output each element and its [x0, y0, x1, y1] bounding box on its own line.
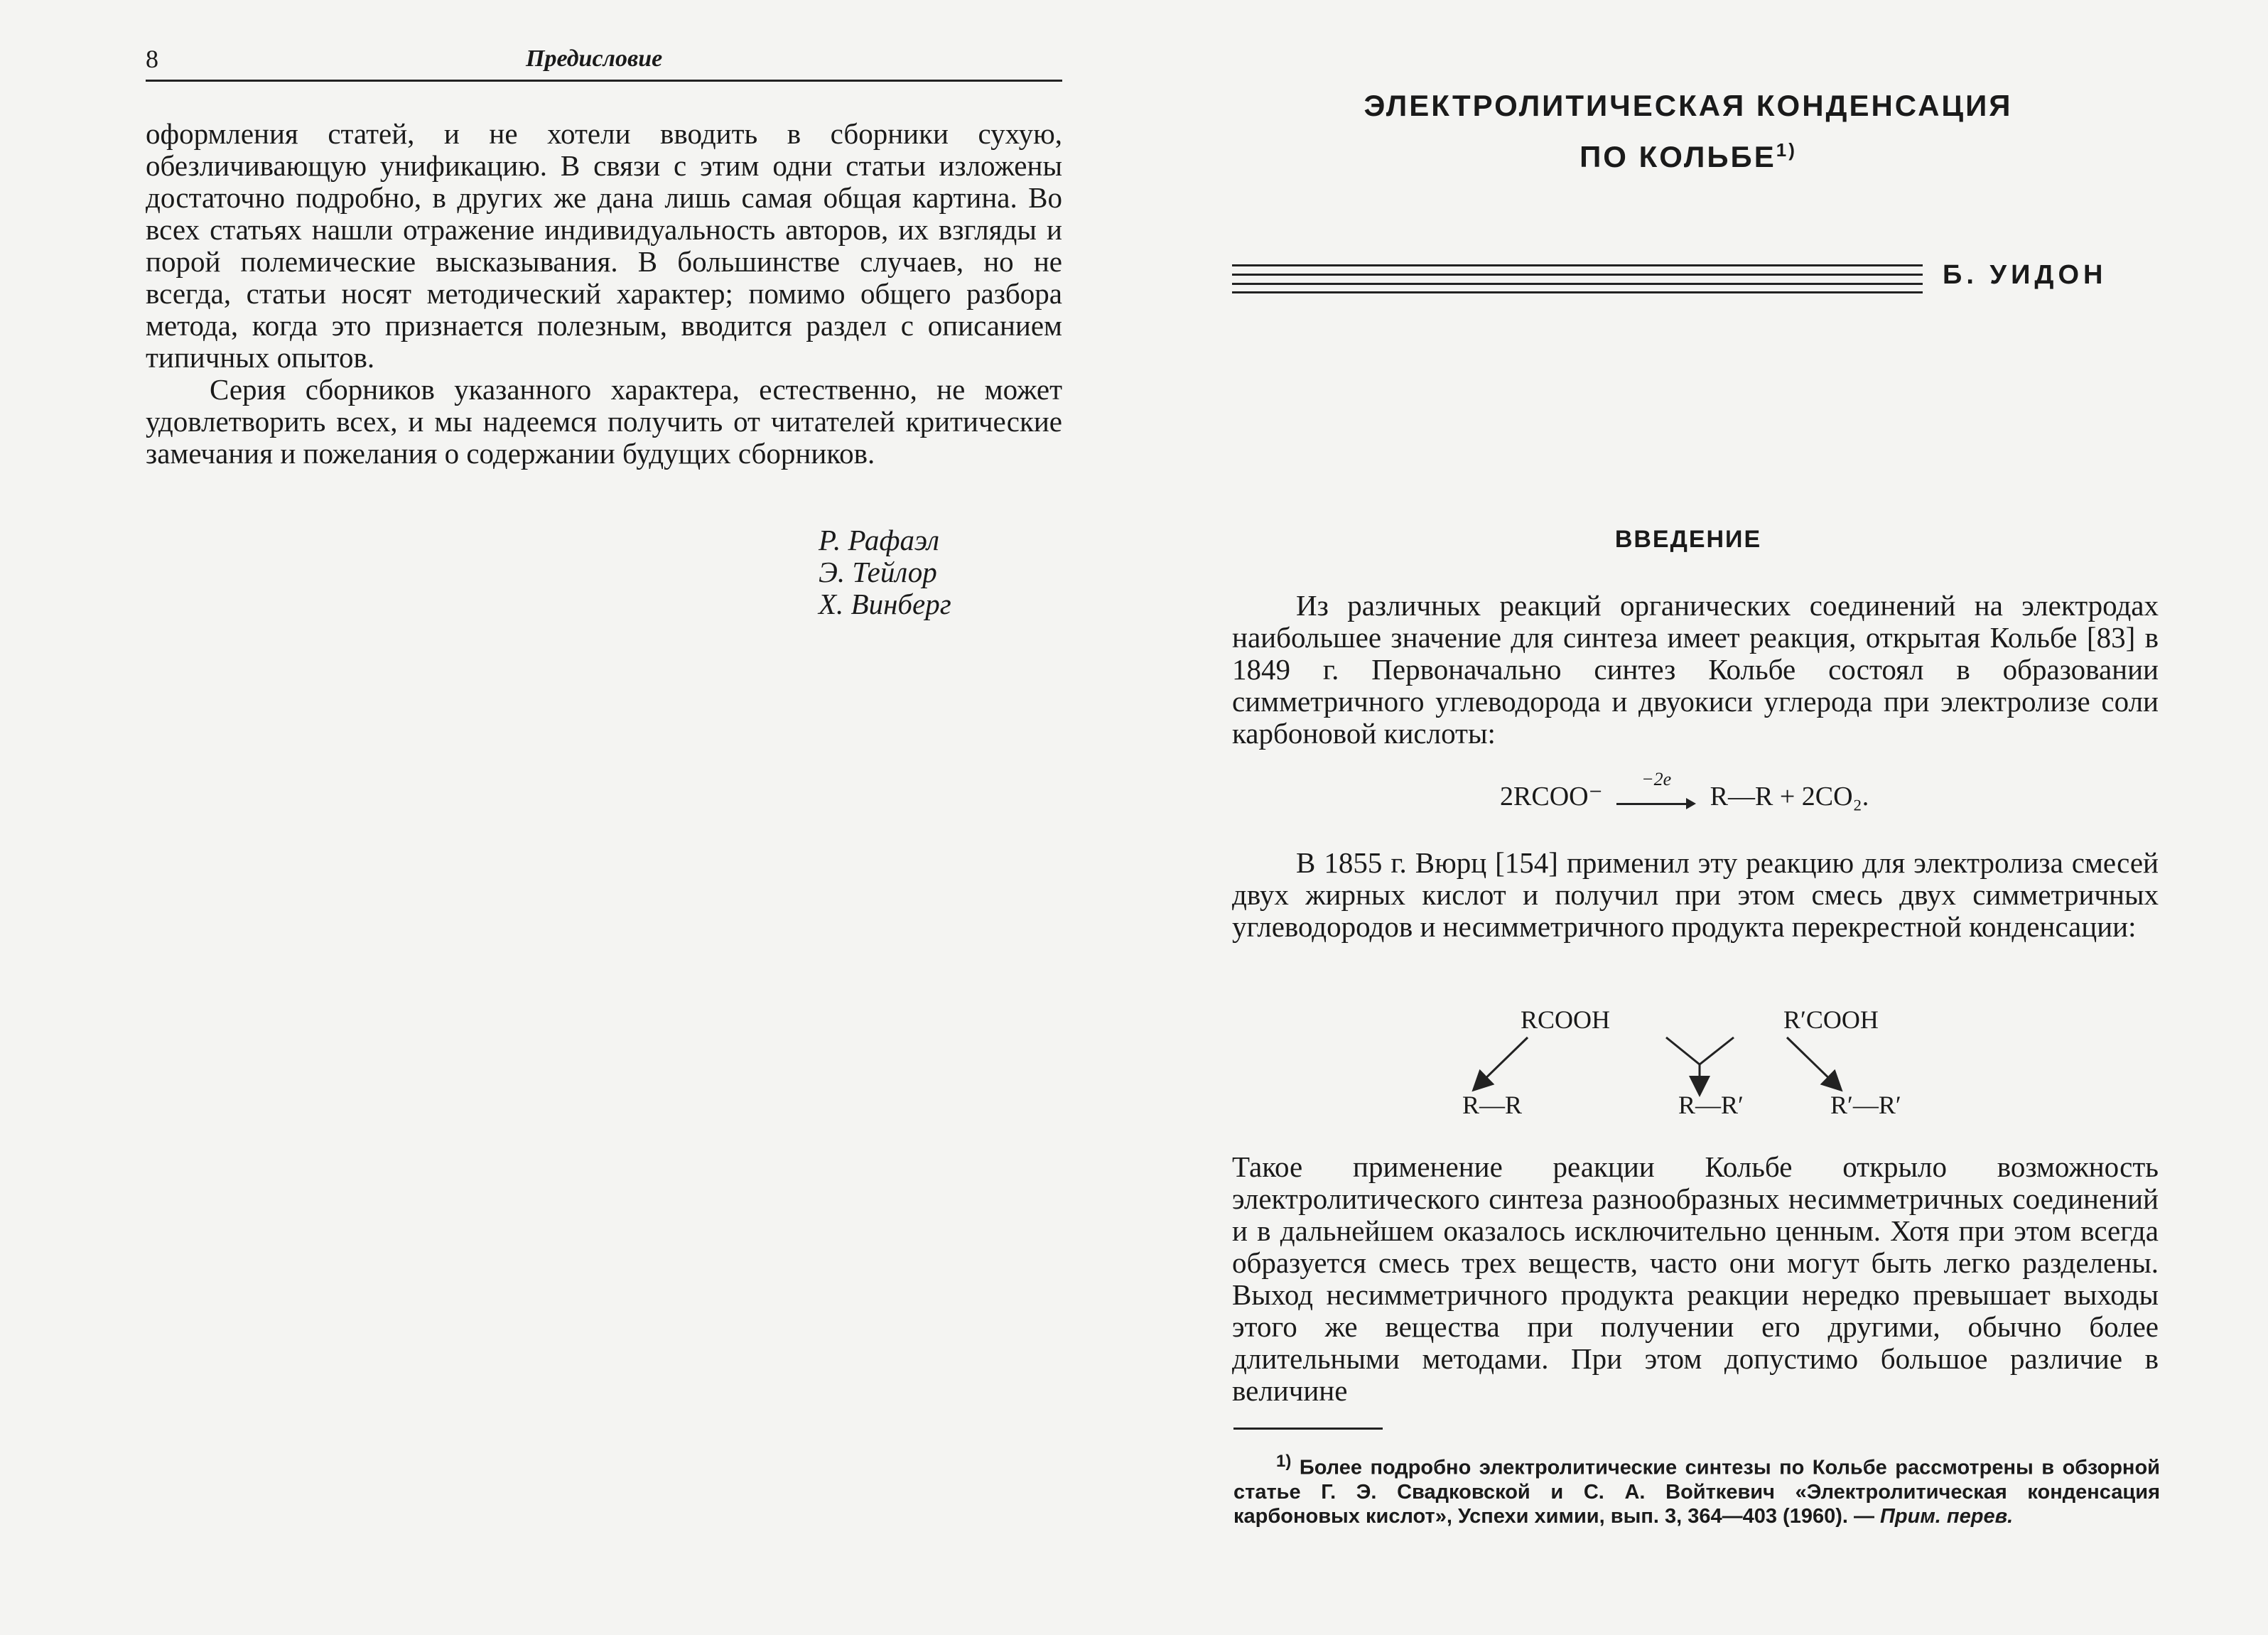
footnote-divider — [1233, 1428, 1383, 1430]
footnote — [1233, 1450, 2160, 1528]
page-number: 8 — [146, 45, 158, 73]
article-title — [1276, 84, 2100, 179]
reaction-arrow-icon — [1616, 769, 1696, 813]
title-line — [1276, 128, 2100, 179]
merge-line-right — [1700, 1037, 1734, 1064]
arrow-to-rr — [1478, 1037, 1528, 1086]
kolbe-equation — [1500, 769, 1869, 813]
application-paragraph: Такое применение реакции Кольбе открыло возможность электролитического синтеза разнообразных несимметричных соединений и в дальнейшем оказалось исключительно ценным. Хотя при этом всегда образуется смесь трех веществ, часто они могут быть легко разделены. Выход несимметричного продукта реакции нередко превышает выходы этого же вещества при получении его другими, обычно более длительными методами. При этом допустимо большое различие в величине — [1232, 1150, 2159, 1407]
footnote-text: Более подробно электролитические синтезы по Кольбе рассмотрены в обзорной статье Г. Э. Свадковской и С. А. Войткевич «Электролитическая конденсация карбоновых кислот», Успехи химии, вып. 3, 364—403 (1960). — — [1233, 1456, 2160, 1528]
equation-right: R—R + 2CO₂. — [1710, 782, 1869, 811]
merge-line-left — [1666, 1037, 1700, 1064]
scheme-arrows — [1421, 1023, 1918, 1108]
scheme-product: R—R′ — [1678, 1091, 1744, 1119]
signature: Р. Рафаэл — [819, 524, 939, 556]
footnote-note: Прим. перев. — [1880, 1504, 2014, 1528]
signature: Э. Тейлор — [819, 556, 937, 588]
wurtz-paragraph: В 1855 г. Вюрц [154] применил эту реакцию для электролиза смесей двух жирных кислот и получил при этом смесь двух симметричных углеводородов и несимметричного продукта перекрестной конденсации: — [1232, 846, 2159, 943]
intro-paragraph: Из различных реакций органических соединений на электродах наибольшее значение для синтеза имеет реакция, открытая Кольбе [83] в 1849 г. Первоначально синтез Кольбе состоял в образовании симметричного углеводорода и двуокиси углерода при электролизе соли карбоновой кислоты: — [1232, 589, 2159, 750]
right-page — [1134, 0, 2268, 1635]
author: Б. УИДОН — [1943, 260, 2107, 290]
scheme-product: R—R — [1462, 1091, 1523, 1119]
equation-left: 2RCOO⁻ — [1500, 782, 1603, 811]
arrow-to-r-prime-r-prime — [1787, 1037, 1837, 1086]
preface-paragraph: оформления статей, и не хотели вводить в сборники сухую, обезличивающую унификацию. В связи с этим одни статьи изложены достаточно подробно, в других же дана лишь самая общая картина. Во всех статьях нашли отражение индивидуальность авторов, их взгляды и порой полемические высказывания. В большинстве случаев, но не всегда, статьи носят методический характер; помимо общего разбора метода, когда это признается полезным, вводится раздел с описанием типичных опытов. — [146, 117, 1062, 374]
decorative-rules — [1232, 264, 1923, 294]
title-line-text: ПО КОЛЬБЕ — [1580, 140, 1776, 173]
preface-text — [146, 118, 1062, 470]
signatures — [819, 524, 951, 620]
footnote-mark: 1) — [1276, 1452, 1292, 1471]
arrow-label: −2e — [1641, 769, 1672, 790]
scheme-product: R′—R′ — [1830, 1091, 1901, 1119]
title-note-mark: 1) — [1776, 139, 1797, 161]
scheme-reactant: RCOOH — [1521, 1005, 1611, 1034]
section-heading: ВВЕДЕНИЕ — [1614, 526, 1762, 553]
running-title: Предисловие — [526, 45, 663, 72]
signature: Х. Винберг — [819, 588, 951, 620]
scheme-reactant: R′COOH — [1783, 1005, 1879, 1034]
title-line: ЭЛЕКТРОЛИТИЧЕСКАЯ КОНДЕНСАЦИЯ — [1364, 89, 2013, 122]
running-header — [146, 44, 1062, 82]
preface-paragraph: Серия сборников указанного характера, естественно, не может удовлетворить всех, и мы надеемся получить от читателей критические замечания и пожелания о содержании будущих сборников. — [146, 373, 1062, 470]
